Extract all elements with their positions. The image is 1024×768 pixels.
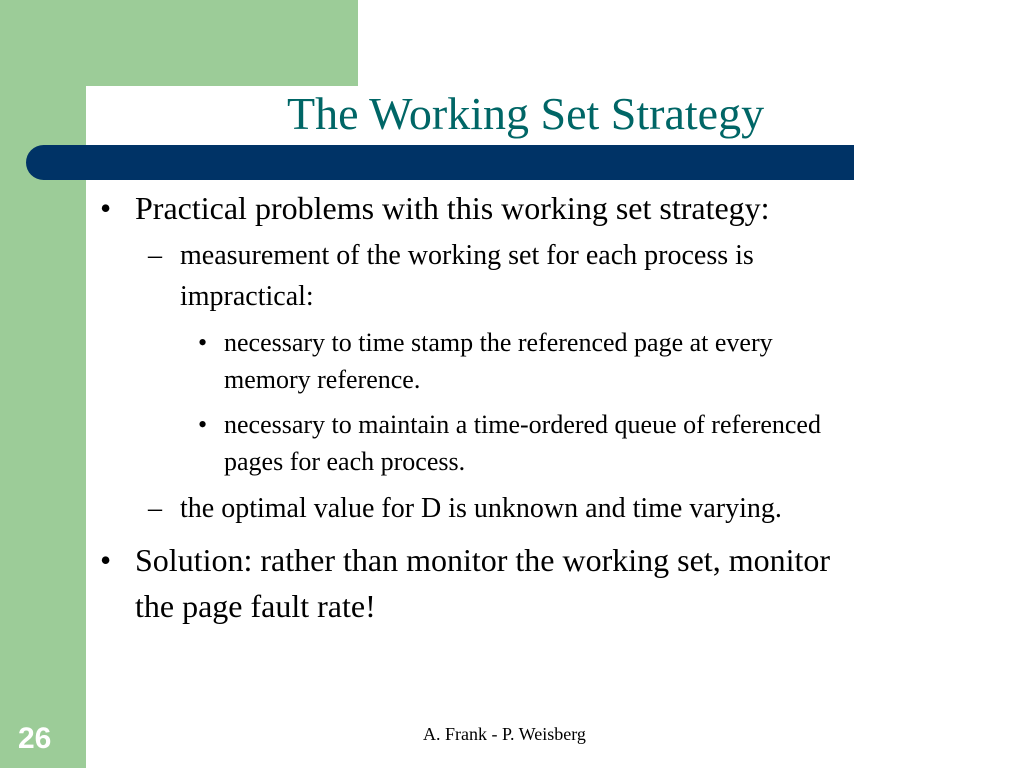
bullet-marker: • [198,410,208,439]
dash-marker: – [148,493,162,524]
sub-sub-bullet-timestamp-line1: necessary to time stamp the referenced page at every [224,328,773,357]
sub-sub-bullet-queue-line1: necessary to maintain a time-ordered queue of referenced [224,410,821,439]
sub-bullet-optimal-value: the optimal value for D is unknown and time varying. [180,493,782,524]
slide-title: The Working Set Strategy [287,88,765,139]
bullet-marker: • [198,328,208,357]
bullet-practical-problems: Practical problems with this working set strategy: [135,190,770,226]
sub-bullet-measurement-line1: measurement of the working set for each process is [180,240,754,271]
sub-bullet-measurement-line2: impractical: [180,281,314,312]
bullet-marker: • [100,190,112,226]
dash-marker: – [148,240,162,271]
bullet-solution-line2: the page fault rate! [135,588,376,624]
bullet-solution-line1: Solution: rather than monitor the working set, monitor [135,542,831,578]
slide-footer-author: A. Frank - P. Weisberg [423,724,586,744]
sub-sub-bullet-queue-line2: pages for each process. [224,447,466,476]
sub-sub-bullet-timestamp-line2: memory reference. [224,365,421,394]
bullet-marker: • [100,542,112,578]
slide-page-number: 26 [18,722,52,755]
